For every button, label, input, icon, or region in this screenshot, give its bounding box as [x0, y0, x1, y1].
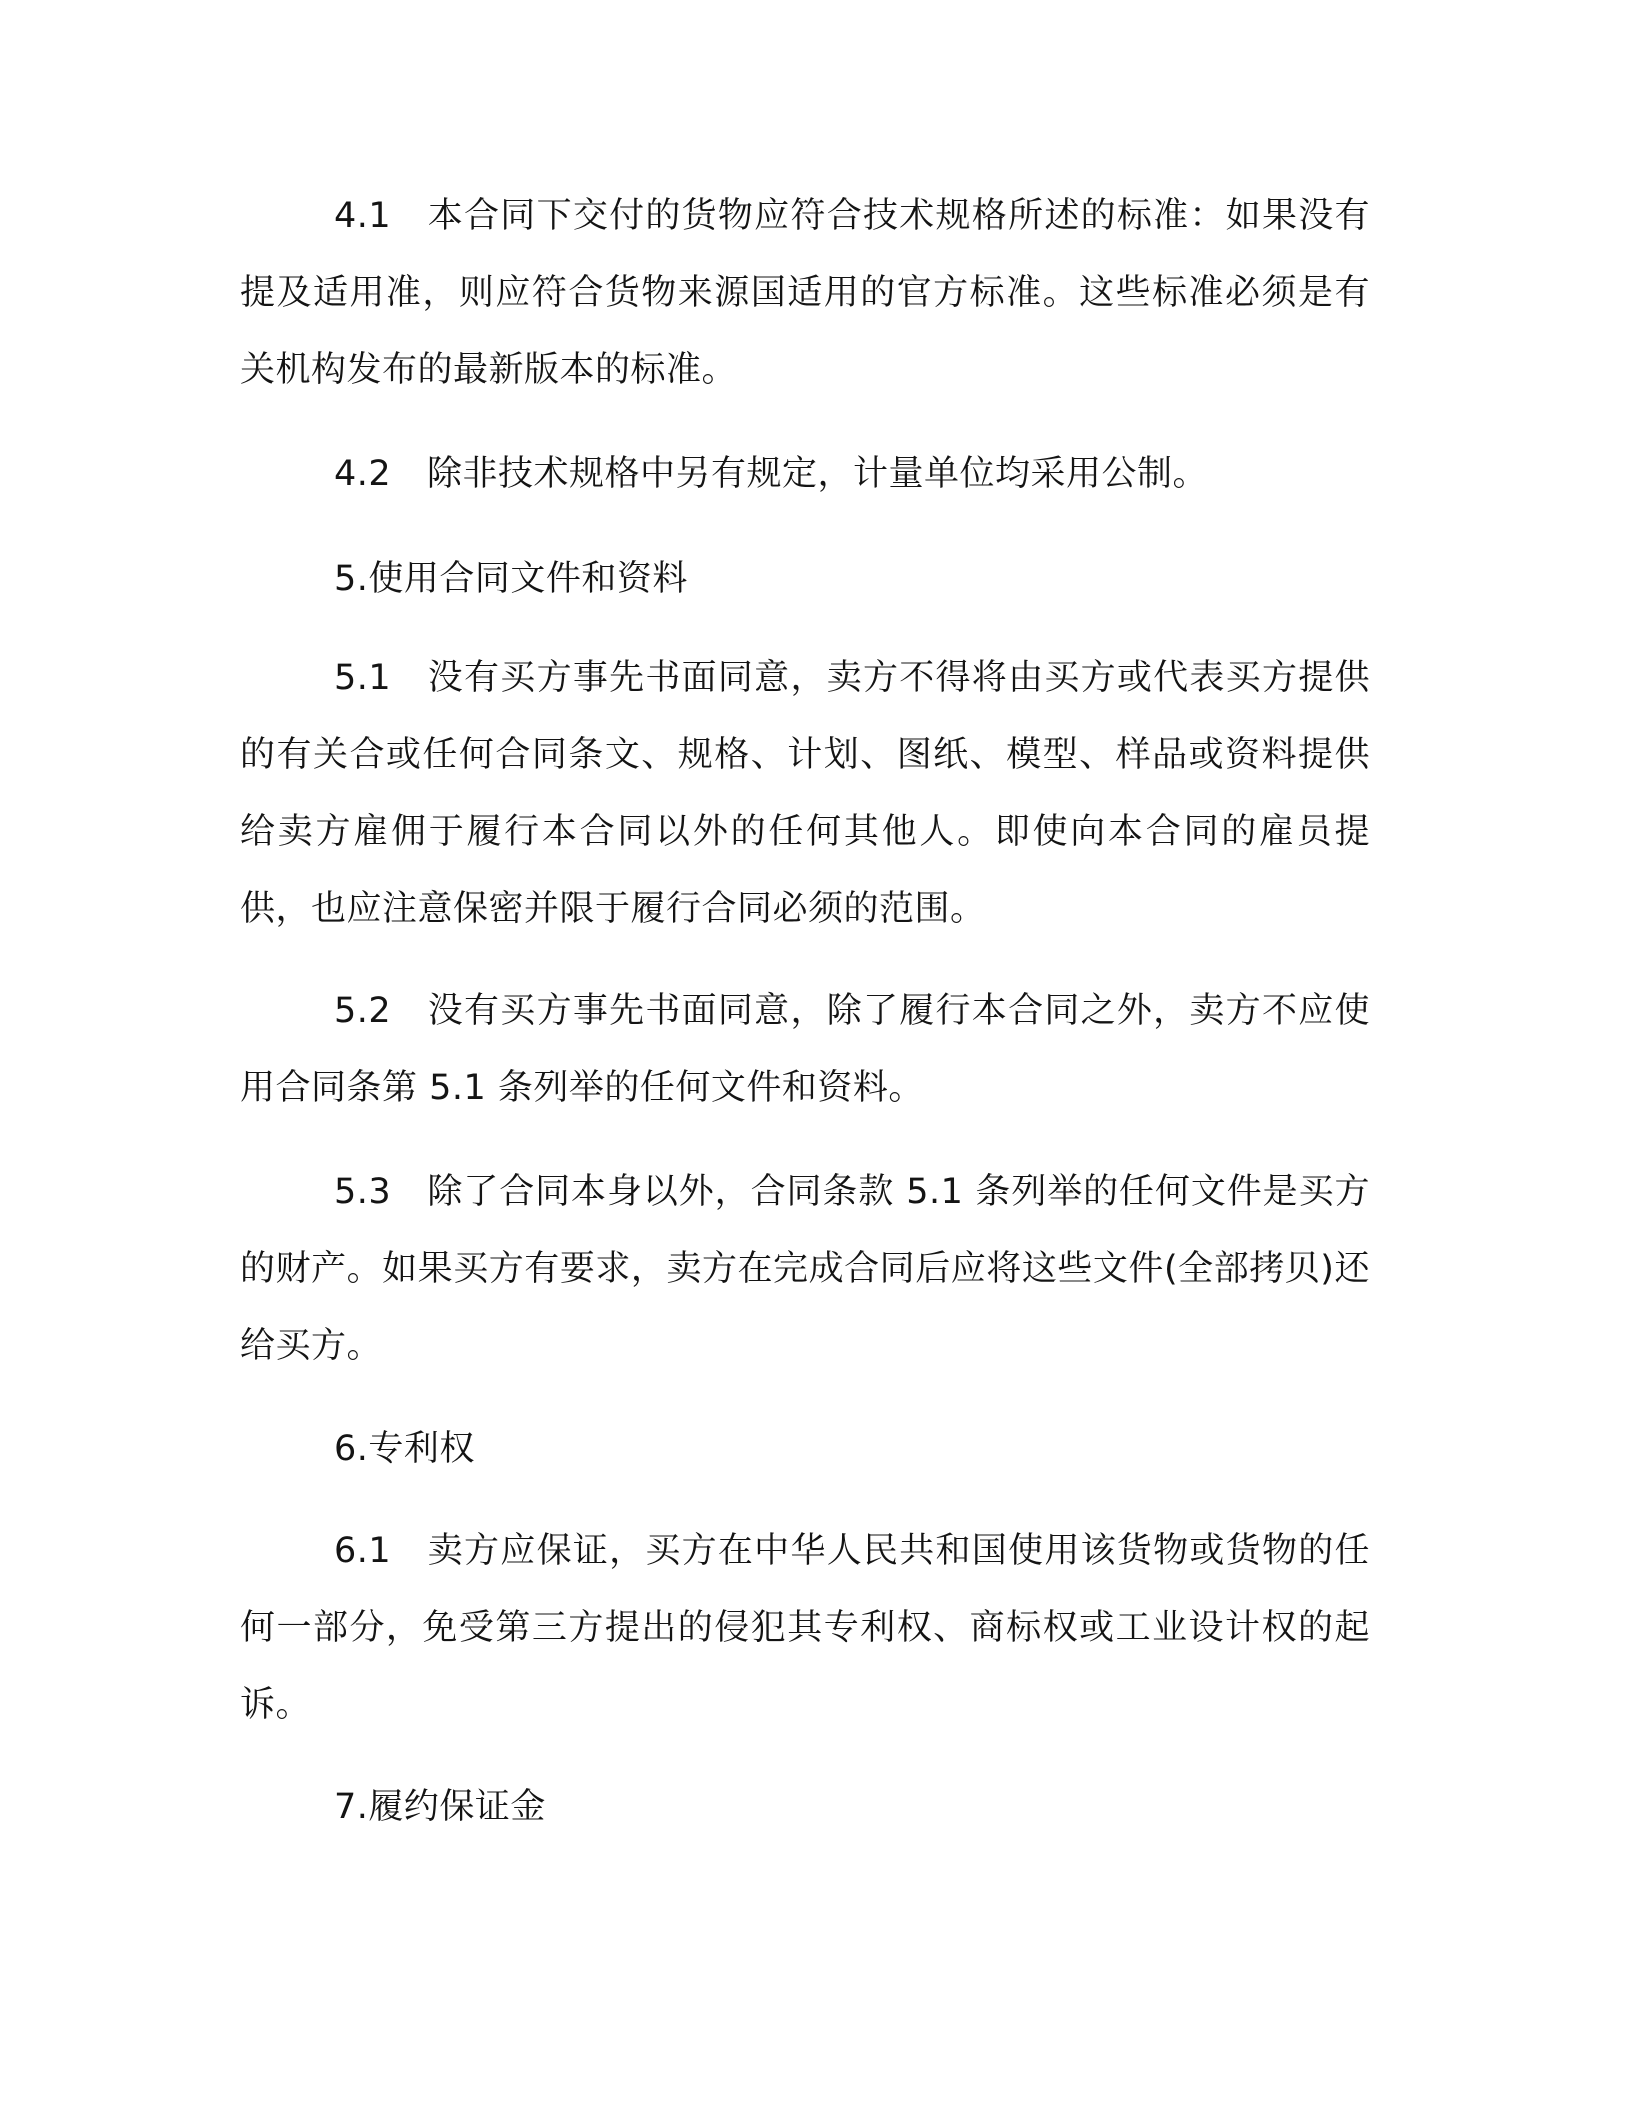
clause-text: 没有买方事先书面同意，卖方不得将由买方或代表买方提供的有关合或任何合同条文、规格、计划、图纸、模型、样品或资料提供给卖方雇佣于履行本合同以外的任何其他人。即使向本合同的雇员提供，也应注意保密并限于履行合同必须的范围。 — [240, 658, 1370, 929]
clause-number: 4.2 — [334, 454, 392, 494]
clause-4-2 — [240, 436, 1370, 513]
clause-text: 除了合同本身以外，合同条款 5.1 条列举的任何文件是买方的财产。如果买方有要求，卖方在完成合同后应将这些文件(全部拷贝)还给买方。 — [240, 1172, 1370, 1366]
clause-text: 本合同下交付的货物应符合技术规格所述的标准：如果没有提及适用准，则应符合货物来源国适用的官方标准。这些标准必须是有关机构发布的最新版本的标准。 — [240, 196, 1370, 390]
clause-number: 5.2 — [334, 991, 392, 1031]
clause-5-1 — [240, 640, 1370, 948]
clause-number: 5.3 — [334, 1172, 392, 1212]
clause-text: 没有买方事先书面同意，除了履行本合同之外，卖方不应使用合同条第 5.1 条列举的任何文件和资料。 — [240, 991, 1370, 1108]
clause-4-1 — [240, 178, 1370, 409]
clause-number: 4.1 — [334, 196, 392, 236]
clause-number: 5.1 — [334, 658, 392, 698]
clause-5-3 — [240, 1154, 1370, 1385]
clause-text: 除非技术规格中另有规定，计量单位均采用公制。 — [427, 454, 1209, 494]
clause-6-1 — [240, 1513, 1370, 1744]
clause-number: 6.1 — [334, 1531, 392, 1571]
section-heading-6: 6.专利权 — [334, 1429, 475, 1469]
clause-text: 卖方应保证，买方在中华人民共和国使用该货物或货物的任何一部分，免受第三方提出的侵犯其专利权、商标权或工业设计权的起诉。 — [240, 1531, 1370, 1725]
clause-5-2 — [240, 973, 1370, 1127]
section-heading-5: 5.使用合同文件和资料 — [334, 559, 688, 599]
section-heading-7: 7.履约保证金 — [334, 1787, 546, 1827]
